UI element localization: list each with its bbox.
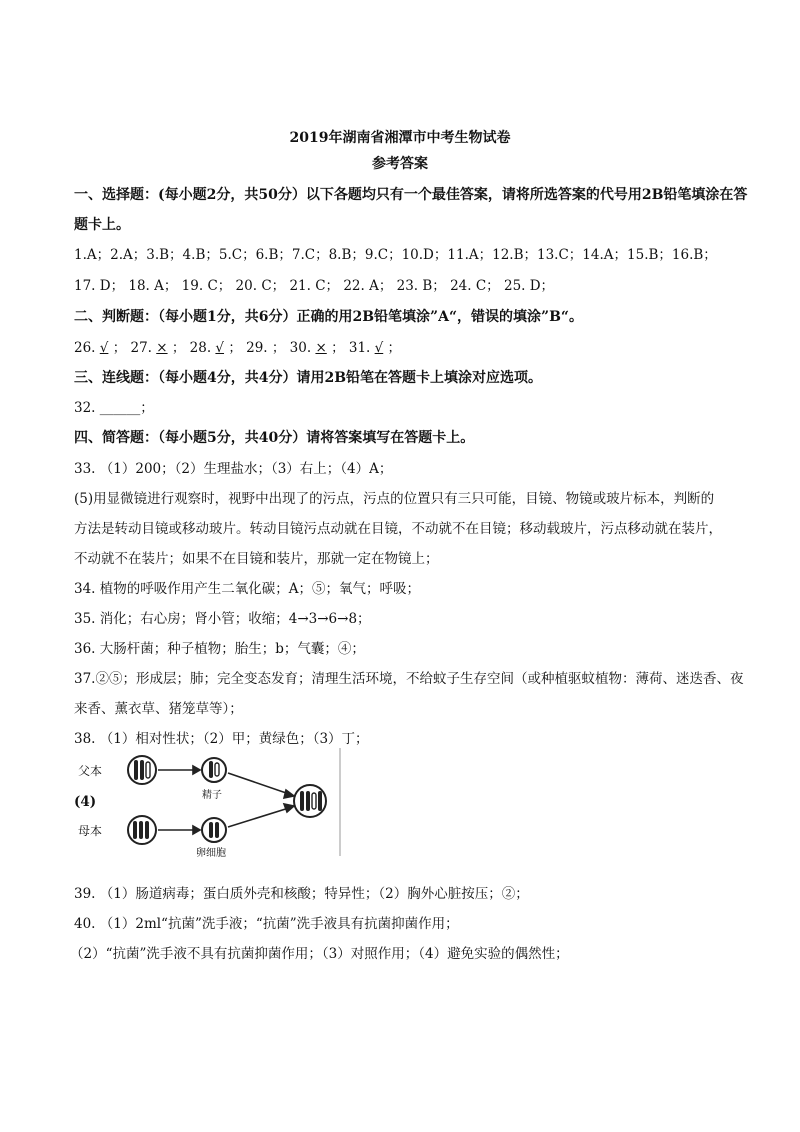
section-1-heading: 一、选择题：(每小题2分，共50分）以下各题均只有一个最佳答案，请将所选答案的代号用2B铅笔填涂在答 [74,187,748,203]
page-title: 2019年湖南省湘潭市中考生物试卷 [289,130,511,146]
page-subtitle: 参考答案 [372,156,428,172]
sperm-cell [202,758,226,782]
q32-blank: ______ [99,400,141,416]
answer-34: 34. 植物的呼吸作用产生二氧化碳；A；⑤；氧气；呼吸； [74,581,421,597]
q31-label: ； 31. [331,340,371,356]
father-label: 父本 [78,764,103,778]
egg-cell [202,818,226,842]
father-cell [128,756,156,784]
arrow-head-2 [193,826,200,834]
answer-37: 37.②⑤；形成层；肺；完全变态发育；清理生活环境，不给蚊子生存空间（或种植驱蚊植物：薄荷、迷迭香、夜 [74,671,744,687]
arrow-head-1 [193,766,200,774]
q32-line [74,398,740,418]
q28-answer: √ [215,340,225,356]
choice-answers-row-1: 1.A；2.A；3.B；4.B；5.C；6.B；7.C；8.B；9.C；10.D；11.A；12.B；13.C；14.A；15.B；16.B； [74,247,717,263]
q30-answer: × [315,340,327,356]
answer-38: 38. （1）相对性状；（2）甲；黄绿色；（3）丁； [74,731,369,747]
sperm-label: 精子 [202,790,222,801]
answer-33-part5-cont: 方法是转动目镜或移动玻片。转动目镜污点动就在目镜，不动就不在目镜；移动载玻片，污点移动就在装片， [74,521,722,537]
section-1-heading-cont: 题卡上。 [74,217,130,233]
mother-cell [128,816,156,844]
q28-label: ； 28. [171,340,212,356]
q26-label: 26. [74,340,96,356]
answer-33-part5-end: 不动就不在装片；如果不在目镜和装片，那就一定在物镜上； [74,551,439,567]
q32-end: ； [140,400,154,416]
answer-36: 36. 大肠杆菌；种子植物；胎生；b；气囊；④； [74,641,365,657]
answer-40-cont: （2）“抗菌”洗手液不具有抗菌抑菌作用；（3）对照作用；（4）避免实验的偶然性； [70,946,569,962]
q27-label: ； 27. [112,340,152,356]
section-4-heading: 四、简答题：（每小题5分，共40分）请将答案填写在答题卡上。 [74,430,475,446]
judgement-answers [74,338,740,358]
mother-label: 母本 [78,824,103,838]
q31-answer: √ [374,340,384,356]
answer-33-part5: (5)用显微镜进行观察时，视野中出现了的污点，污点的位置只有三只可能，目镜、物镜或玻片标本，判断的 [74,491,715,507]
figure-part-label: (4) [74,794,97,810]
q26-answer: √ [99,340,109,356]
q31-end: ； [387,340,402,356]
answer-39: 39. （1）肠道病毒；蛋白质外壳和核酸；特异性；（2）胸外心脏按压；②； [74,886,529,902]
q29-30-label: ； 29. ； 30. [228,340,312,356]
q32-label: 32. [74,400,96,416]
answer-37-cont: 来香、薰衣草、猪笼草等）； [74,701,243,717]
choice-answers-row-2: 17. D； 18. A； 19. C； 20. C； 21. C； 22. A； 23. B； 24. C； 25. D； [74,278,555,294]
q27-answer: × [156,340,168,356]
egg-label: 卵细胞 [196,848,226,859]
section-2-heading: 二、判断题：（每小题1分，共6分）正确的用2B铅笔填涂”A“，错误的填涂”B“。 [74,309,583,325]
section-3-heading: 三、连线题：（每小题4分，共4分）请用2B铅笔在答题卡上填涂对应选项。 [74,370,543,386]
answer-35: 35. 消化；右心房；肾小管；收缩；4→3→6→8； [74,611,371,627]
answer-33: 33. （1）200；（2）生理盐水；（3）右上；（4）A； [74,461,393,477]
answer-40: 40. （1）2ml“抗菌”洗手液；“抗菌”洗手液具有抗菌抑菌作用； [74,916,459,932]
